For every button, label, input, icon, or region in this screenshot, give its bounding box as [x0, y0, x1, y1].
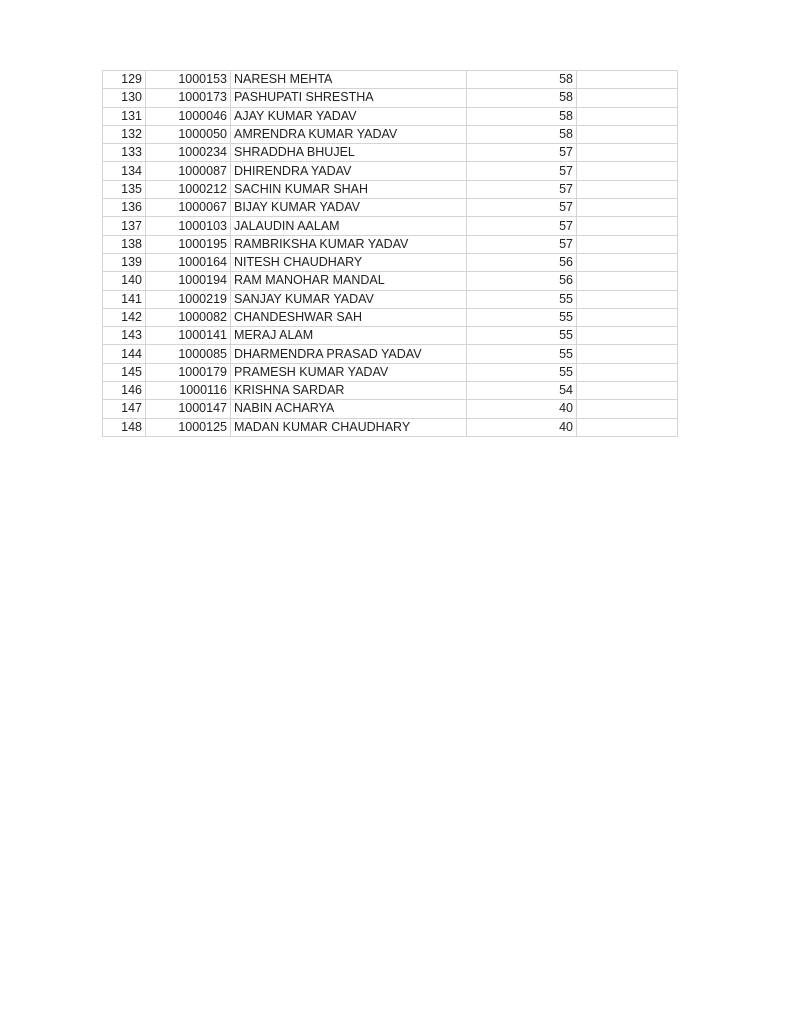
- serial-number-cell: 142: [103, 308, 146, 326]
- roll-number-cell: 1000067: [146, 199, 231, 217]
- roll-number-cell: 1000153: [146, 71, 231, 89]
- remarks-cell: [577, 272, 678, 290]
- marks-cell: 55: [467, 308, 577, 326]
- marks-cell: 57: [467, 199, 577, 217]
- candidate-name-cell: MERAJ ALAM: [231, 327, 467, 345]
- roll-number-cell: 1000085: [146, 345, 231, 363]
- serial-number-cell: 141: [103, 290, 146, 308]
- table-row: [103, 71, 678, 89]
- remarks-cell: [577, 89, 678, 107]
- candidate-name-cell: JALAUDIN AALAM: [231, 217, 467, 235]
- table-row: [103, 308, 678, 326]
- serial-number-cell: 130: [103, 89, 146, 107]
- serial-number-cell: 143: [103, 327, 146, 345]
- remarks-cell: [577, 71, 678, 89]
- serial-number-cell: 135: [103, 180, 146, 198]
- table-row: [103, 144, 678, 162]
- remarks-cell: [577, 253, 678, 271]
- marks-cell: 40: [467, 400, 577, 418]
- marks-cell: 57: [467, 235, 577, 253]
- roll-number-cell: 1000046: [146, 107, 231, 125]
- serial-number-cell: 147: [103, 400, 146, 418]
- serial-number-cell: 136: [103, 199, 146, 217]
- table-row: [103, 180, 678, 198]
- serial-number-cell: 146: [103, 382, 146, 400]
- roll-number-cell: 1000116: [146, 382, 231, 400]
- remarks-cell: [577, 345, 678, 363]
- candidate-name-cell: PRAMESH KUMAR YADAV: [231, 363, 467, 381]
- table-row: [103, 400, 678, 418]
- remarks-cell: [577, 235, 678, 253]
- marks-cell: 57: [467, 217, 577, 235]
- marks-cell: 40: [467, 418, 577, 436]
- roll-number-cell: 1000087: [146, 162, 231, 180]
- table-row: [103, 327, 678, 345]
- candidate-name-cell: SACHIN KUMAR SHAH: [231, 180, 467, 198]
- remarks-cell: [577, 290, 678, 308]
- marks-cell: 56: [467, 272, 577, 290]
- marks-cell: 58: [467, 107, 577, 125]
- candidate-name-cell: RAMBRIKSHA KUMAR YADAV: [231, 235, 467, 253]
- table-row: [103, 290, 678, 308]
- remarks-cell: [577, 125, 678, 143]
- marks-cell: 55: [467, 345, 577, 363]
- roll-number-cell: 1000103: [146, 217, 231, 235]
- table-row: [103, 418, 678, 436]
- serial-number-cell: 139: [103, 253, 146, 271]
- serial-number-cell: 133: [103, 144, 146, 162]
- remarks-cell: [577, 308, 678, 326]
- serial-number-cell: 129: [103, 71, 146, 89]
- candidate-name-cell: PASHUPATI SHRESTHA: [231, 89, 467, 107]
- table-row: [103, 235, 678, 253]
- roll-number-cell: 1000141: [146, 327, 231, 345]
- candidate-name-cell: NITESH CHAUDHARY: [231, 253, 467, 271]
- serial-number-cell: 144: [103, 345, 146, 363]
- results-table: [102, 70, 678, 437]
- roll-number-cell: 1000179: [146, 363, 231, 381]
- marks-cell: 57: [467, 162, 577, 180]
- marks-cell: 57: [467, 144, 577, 162]
- table-row: [103, 217, 678, 235]
- roll-number-cell: 1000147: [146, 400, 231, 418]
- marks-cell: 58: [467, 89, 577, 107]
- candidate-name-cell: RAM MANOHAR MANDAL: [231, 272, 467, 290]
- table-row: [103, 89, 678, 107]
- roll-number-cell: 1000195: [146, 235, 231, 253]
- candidate-name-cell: BIJAY KUMAR YADAV: [231, 199, 467, 217]
- serial-number-cell: 134: [103, 162, 146, 180]
- roll-number-cell: 1000173: [146, 89, 231, 107]
- candidate-name-cell: KRISHNA SARDAR: [231, 382, 467, 400]
- serial-number-cell: 145: [103, 363, 146, 381]
- candidate-name-cell: NARESH MEHTA: [231, 71, 467, 89]
- remarks-cell: [577, 107, 678, 125]
- marks-cell: 55: [467, 327, 577, 345]
- candidate-name-cell: SANJAY KUMAR YADAV: [231, 290, 467, 308]
- candidate-name-cell: NABIN ACHARYA: [231, 400, 467, 418]
- candidate-name-cell: DHIRENDRA YADAV: [231, 162, 467, 180]
- roll-number-cell: 1000219: [146, 290, 231, 308]
- remarks-cell: [577, 180, 678, 198]
- remarks-cell: [577, 382, 678, 400]
- results-table-body: [103, 71, 678, 437]
- serial-number-cell: 140: [103, 272, 146, 290]
- remarks-cell: [577, 327, 678, 345]
- serial-number-cell: 148: [103, 418, 146, 436]
- roll-number-cell: 1000212: [146, 180, 231, 198]
- candidate-name-cell: MADAN KUMAR CHAUDHARY: [231, 418, 467, 436]
- serial-number-cell: 138: [103, 235, 146, 253]
- table-row: [103, 199, 678, 217]
- roll-number-cell: 1000164: [146, 253, 231, 271]
- candidate-name-cell: CHANDESHWAR SAH: [231, 308, 467, 326]
- remarks-cell: [577, 144, 678, 162]
- remarks-cell: [577, 217, 678, 235]
- table-row: [103, 162, 678, 180]
- marks-cell: 55: [467, 290, 577, 308]
- table-row: [103, 272, 678, 290]
- marks-cell: 58: [467, 125, 577, 143]
- roll-number-cell: 1000050: [146, 125, 231, 143]
- candidate-name-cell: AJAY KUMAR YADAV: [231, 107, 467, 125]
- serial-number-cell: 132: [103, 125, 146, 143]
- roll-number-cell: 1000125: [146, 418, 231, 436]
- candidate-name-cell: AMRENDRA KUMAR YADAV: [231, 125, 467, 143]
- marks-cell: 57: [467, 180, 577, 198]
- remarks-cell: [577, 363, 678, 381]
- remarks-cell: [577, 418, 678, 436]
- candidate-name-cell: SHRADDHA BHUJEL: [231, 144, 467, 162]
- table-row: [103, 125, 678, 143]
- table-row: [103, 107, 678, 125]
- remarks-cell: [577, 400, 678, 418]
- serial-number-cell: 131: [103, 107, 146, 125]
- table-row: [103, 363, 678, 381]
- remarks-cell: [577, 199, 678, 217]
- roll-number-cell: 1000234: [146, 144, 231, 162]
- table-row: [103, 382, 678, 400]
- remarks-cell: [577, 162, 678, 180]
- table-row: [103, 253, 678, 271]
- candidate-name-cell: DHARMENDRA PRASAD YADAV: [231, 345, 467, 363]
- serial-number-cell: 137: [103, 217, 146, 235]
- marks-cell: 58: [467, 71, 577, 89]
- marks-cell: 55: [467, 363, 577, 381]
- table-row: [103, 345, 678, 363]
- roll-number-cell: 1000194: [146, 272, 231, 290]
- marks-cell: 56: [467, 253, 577, 271]
- marks-cell: 54: [467, 382, 577, 400]
- roll-number-cell: 1000082: [146, 308, 231, 326]
